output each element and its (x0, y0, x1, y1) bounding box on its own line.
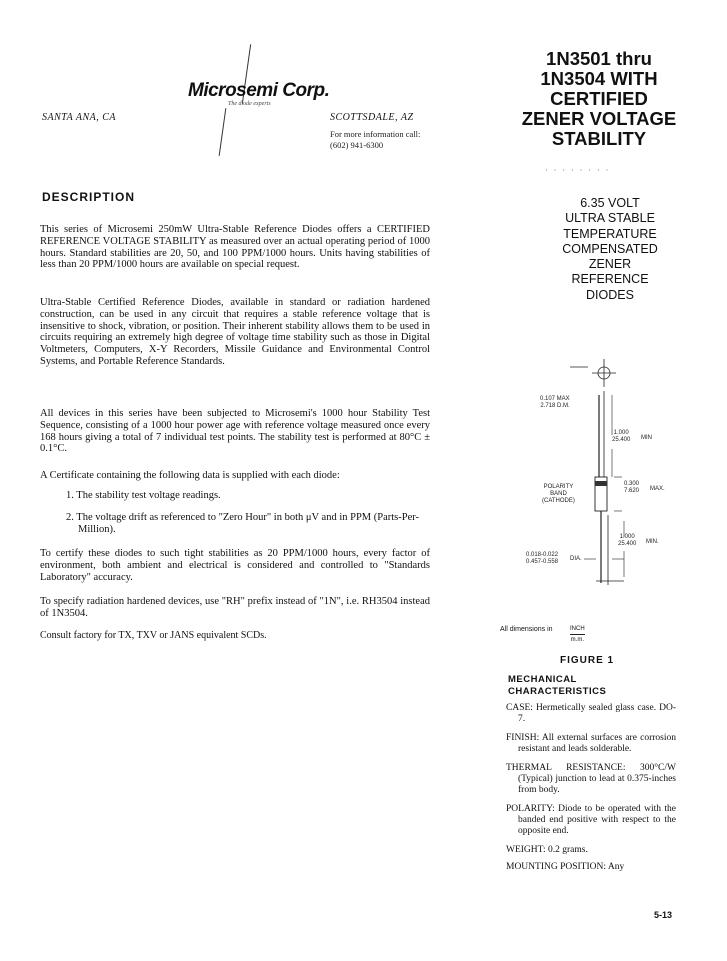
dimensions-note: All dimensions in (500, 626, 553, 633)
description-heading: DESCRIPTION (42, 190, 136, 204)
lead-diameter-dimension (526, 552, 558, 566)
dimension-inch: 0.018-0.022 (526, 552, 559, 558)
band-label: BAND (550, 491, 567, 497)
polarity-spec: POLARITY: Diode to be operated with the banded end positive with respect to the opposite end. (506, 804, 676, 836)
company-tagline: The diode experts (228, 101, 271, 107)
polarity-label: POLARITY (543, 484, 574, 490)
contact-info-line: For more information call: (330, 129, 421, 139)
body-length-dimension (624, 481, 639, 495)
description-paragraph: To specify radiation hardened devices, use "RH" prefix instead of "1N", i.e. RH3504 instead of 1N3504. (40, 596, 430, 619)
description-paragraph: Consult factory for TX, TXV or JANS equivalent SCDs. (40, 630, 267, 641)
title-line: CERTIFIED (550, 88, 648, 109)
location-left: SANTA ANA, CA (42, 112, 117, 123)
dimension-units (570, 624, 585, 645)
title-line: STABILITY (551, 128, 647, 149)
subtitle-line: DIODES (586, 287, 634, 302)
finish-spec: FINISH: All external surfaces are corrosion resistant and leads solderable. (506, 733, 676, 754)
dimension-inch: 1.000 (613, 430, 629, 436)
dimension-mm: 0.457-0.558 (526, 559, 559, 565)
company-logo: Microsemi Corp. (188, 80, 330, 101)
max-label: MAX. (650, 486, 665, 492)
mechanical-characteristics (506, 703, 676, 873)
list-item: 1. The stability test voltage readings. (66, 490, 221, 501)
location-right: SCOTTSDALE, AZ (330, 112, 414, 123)
title-line: 1N3504 WITH (540, 68, 658, 89)
polarity-band-label (542, 484, 575, 505)
subtitle-line: 6.35 VOLT (580, 196, 640, 210)
dimension-mm: 25.400 (612, 437, 631, 443)
min-label: MIN (641, 435, 652, 441)
min-label: MIN. (646, 539, 659, 545)
description-paragraph: All devices in this series have been subjected to Microsemi's 1000 hour Stability Test Sequence, consisting of a 1000 hour power age with reference voltage measured once every 168 hours giving a total of 7 individual test points. The stability test is performed at 80°C ± 0.1°C. (40, 408, 430, 455)
header-divider-line (219, 108, 227, 156)
dotted-separator: · · · · · · · · (545, 166, 611, 175)
dimension-mm: 2.718 D.M. (540, 403, 570, 409)
unit-mm: m.m. (570, 637, 584, 643)
mounting-position-spec: MOUNTING POSITION: Any (506, 862, 625, 872)
weight-spec: WEIGHT: 0.2 grams. (506, 845, 588, 855)
subtitle-line: REFERENCE (571, 272, 649, 287)
dia-label: DIA. (570, 556, 582, 562)
page-number: 5-13 (654, 910, 673, 920)
dimension-mm: 7.620 (624, 488, 640, 494)
description-paragraph: To certify these diodes to such tight stabilities as 20 PPM/1000 hours, every factor of environment, both ambient and electrical is considered and controlled to "Standards Laboratory" accuracy. (40, 548, 430, 583)
mechanical-heading (508, 674, 606, 697)
body-diameter-dimension (540, 396, 570, 410)
subtitle-line: COMPENSATED (562, 241, 658, 256)
subtitle-line: TEMPERATURE (563, 226, 657, 241)
title-line: 1N3501 thru (546, 48, 652, 69)
contact-phone: (602) 941-6300 (330, 140, 384, 150)
dimension-inch: 1.000 (619, 534, 635, 540)
list-item: 2. The voltage drift as referenced to "Zero Hour" in both μV and in PPM (Parts-Per-Million). (66, 512, 420, 535)
document-title (499, 49, 699, 149)
description-paragraph: A Certificate containing the following data is supplied with each diode: (40, 470, 340, 481)
top-lead-length-dimension (612, 430, 630, 444)
dimension-mm: 25.400 (618, 541, 637, 547)
dimension-inch: 0.300 (624, 481, 640, 487)
bottom-lead-length-dimension (618, 534, 636, 548)
case-spec: CASE: Hermetically sealed glass case. DO-7. (506, 703, 676, 724)
mechanical-heading-line: MECHANICAL (508, 674, 577, 685)
thermal-resistance-spec: THERMAL RESISTANCE: 300°C/W (Typical) junction to lead at 0.375-inches from body. (506, 763, 676, 795)
mechanical-heading-line: CHARACTERISTICS (508, 685, 607, 697)
dimension-inch: 0.107 MAX (540, 396, 570, 402)
subtitle-line: ULTRA STABLE (565, 211, 655, 226)
cathode-label: (CATHODE) (542, 498, 575, 504)
contact-info (330, 129, 420, 151)
description-paragraph: Ultra-Stable Certified Reference Diodes, available in standard or radiation hardened construction, can be used in any circuit that requires a stable reference voltage that is insensitive to shock, vibration, or position. Their inherent stability allows them to be used in circuits requiring an extremely high degree of voltage time stability such as those in Digital Voltmeters, Computers, X-Y Recorders, Missile Guidance and Environmental Control Systems, and Portable Reference Standards. (40, 297, 430, 367)
product-subtitle (520, 196, 700, 303)
figure-caption: FIGURE 1 (560, 655, 615, 666)
subtitle-line: ZENER (588, 257, 632, 272)
title-line: ZENER VOLTAGE (521, 108, 677, 129)
description-paragraph: This series of Microsemi 250mW Ultra-Stable Reference Diodes offers a CERTIFIED REFERENCE VOLTAGE STABILITY as measured over an actual operating period of 1000 hours. Standard stabilities are 20, 50, and 100 PPM/1000 hours. Units having stabilities of less than 20 PPM/1000 hours are available on special request. (40, 224, 430, 271)
unit-inch: INCH (570, 624, 585, 635)
